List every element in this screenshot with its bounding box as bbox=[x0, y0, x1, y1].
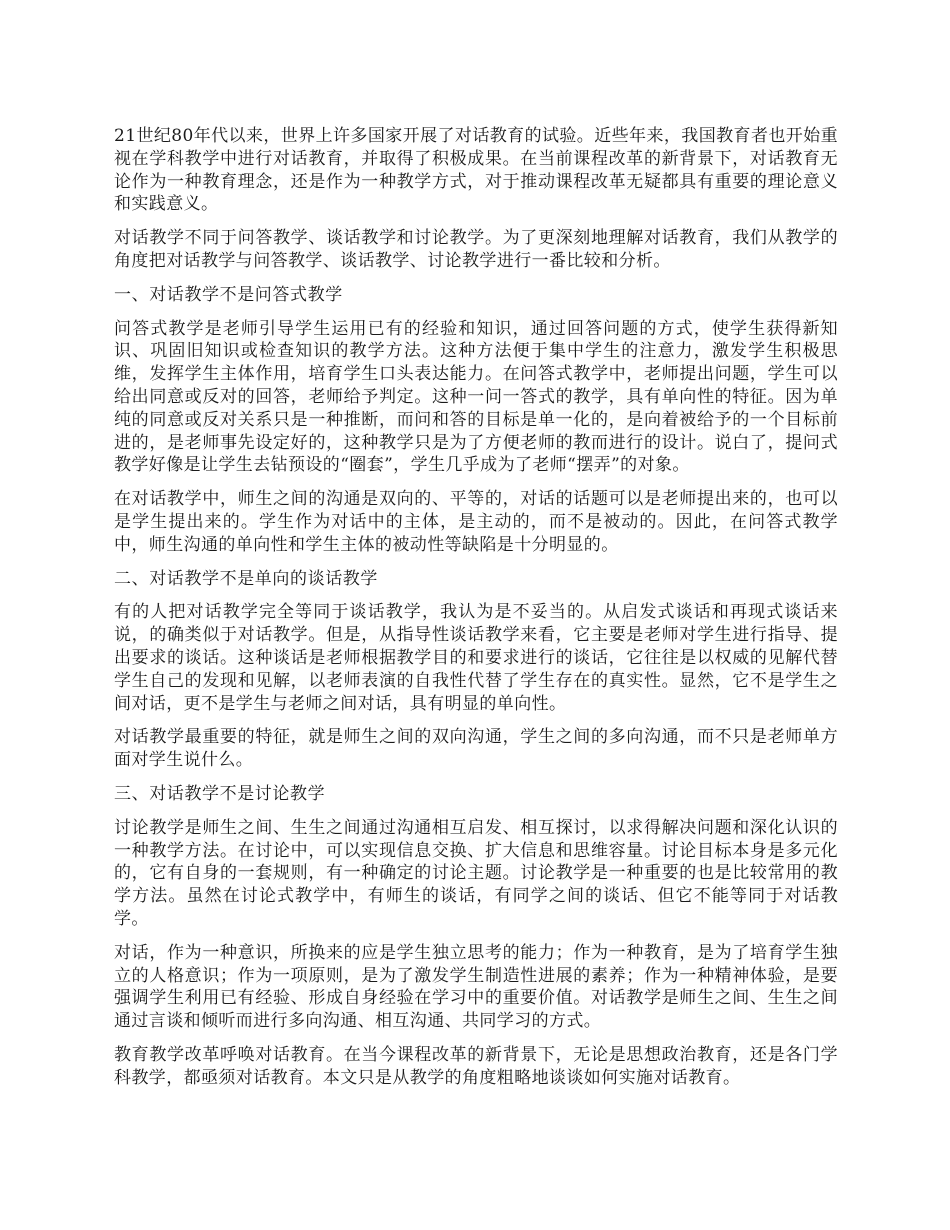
section-heading-1: 一、对话教学不是问答式教学 bbox=[114, 284, 343, 305]
section-heading-2: 二、对话教学不是单向的谈话教学 bbox=[114, 568, 378, 589]
paragraph-dialogue-feature: 对话教学最重要的特征，就是师生之间的双向沟通，学生之间的多向沟通，而不只是老师单方面对学生说什么。 bbox=[114, 727, 838, 771]
paragraph-talk-teaching: 有的人把对话教学完全等同于谈话教学，我认为是不妥当的。从启发式谈话和再现式谈话来说，的确类似于对话教学。但是，从指导性谈话教学来看，它主要是老师对学生进行指导、提出要求的谈话。这种谈话是老师根据教学目的和要求进行的谈话，它往往是以权威的见解代替学生自己的发现和见解，以老师表演的自我性代替了学生存在的真实性。显然，它不是学生之间对话，更不是学生与老师之间对话，具有明显的单向性。 bbox=[114, 602, 838, 714]
paragraph-discussion-teaching: 讨论教学是师生之间、生生之间通过沟通相互启发、相互探讨，以求得解决问题和深化认识的一种教学方法。在讨论中，可以实现信息交换、扩大信息和思维容量。讨论目标本身是多元化的，它有自身的一套规则，有一种确定的讨论主题。讨论教学是一种重要的也是比较常用的教学方法。虽然在讨论式教学中，有师生的谈话，有同学之间的谈话、但它不能等同于对话教学。 bbox=[114, 817, 838, 929]
paragraph-comparison: 对话教学不同于问答教学、谈话教学和讨论教学。为了更深刻地理解对话教育，我们从教学的角度把对话教学与问答教学、谈话教学、讨论教学进行一番比较和分析。 bbox=[114, 228, 838, 271]
section-heading-3: 三、对话教学不是讨论教学 bbox=[114, 783, 326, 804]
paragraph-dialogue-communication: 在对话教学中，师生之间的沟通是双向的、平等的，对话的话题可以是老师提出来的，也可以是学生提出来的。学生作为对话中的主体，是主动的，而不是被动的。因此，在问答式教学中，师生沟通的单向性和学生主体的被动性等缺陷是十分明显的。 bbox=[114, 489, 838, 555]
paragraph-qa-teaching: 问答式教学是老师引导学生运用已有的经验和知识，通过回答问题的方式，使学生获得新知识、巩固旧知识或检查知识的教学方法。这种方法便于集中学生的注意力，激发学生积极思维，发挥学生主体作用，培育学生口头表达能力。在问答式教学中，老师提出问题，学生可以给出同意或反对的回答，老师给予判定。这种一问一答式的教学，具有单向性的特征。因为单纯的同意或反对关系只是一种推断，而问和答的目标是单一化的，是向着被给予的一个目标前进的，是老师事先设定好的，这种教学只是为了方便老师的教而进行的设计。说白了，提问式教学好像是让学生去钻预设的“圈套”，学生几乎成为了老师“摆弄”的对象。 bbox=[114, 318, 838, 476]
paragraph-intro: 21世纪80年代以来，世界上许多国家开展了对话教育的试验。近些年来，我国教育者也开始重视在学科教学中进行对话教育，并取得了积极成果。在当前课程改革的新背景下，对话教育无论作为一种教育理念，还是作为一种教学方式，对于推动课程改革无疑都具有重要的理论意义和实践意义。 bbox=[114, 126, 838, 215]
paragraph-dialogue-meaning: 对话，作为一种意识，所换来的应是学生独立思考的能力；作为一种教育，是为了培育学生独立的人格意识；作为一项原则，是为了激发学生制造性进展的素养；作为一种精神体验，是要强调学生利用已有经验、形成自身经验在学习中的重要价值。对话教学是师生之间、生生之间通过言谈和倾听而进行多向沟通、相互沟通、共同学习的方式。 bbox=[114, 942, 838, 1032]
paragraph-conclusion: 教育教学改革呼唤对话教育。在当今课程改革的新背景下，无论是思想政治教育，还是各门学科教学，都亟须对话教育。本文只是从教学的角度粗略地谈谈如何实施对话教育。 bbox=[114, 1044, 838, 1088]
document-body bbox=[114, 125, 838, 1100]
